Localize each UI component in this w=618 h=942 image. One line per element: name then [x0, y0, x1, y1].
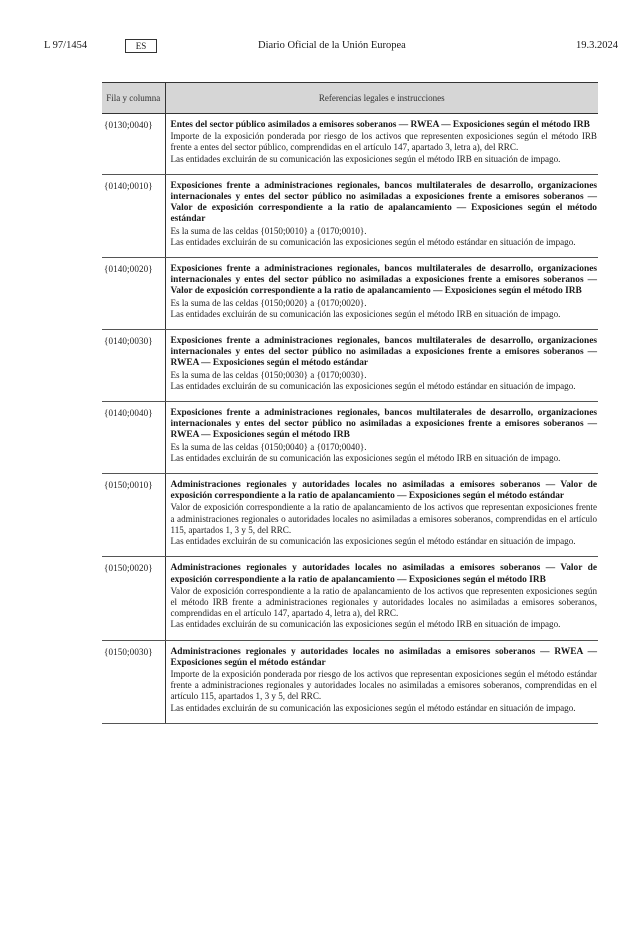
- row-column-code: {0140;0040}: [102, 402, 165, 474]
- instruction-paragraph: Las entidades excluirán de su comunicación las exposiciones según el método estándar en situación de impago.: [170, 702, 576, 713]
- page-reference: L 97/1454: [44, 40, 88, 51]
- instruction-paragraph: Es la suma de las celdas {0150;0010} a {0170;0010}.: [170, 225, 367, 236]
- table-header-row: [102, 83, 598, 114]
- item-title: Entes del sector público asimilados a emisores soberanos — RWEA — Exposiciones según el método IRB: [170, 120, 590, 130]
- journal-title: Diario Oficial de la Unión Europea: [258, 40, 406, 51]
- row-column-code: {0150;0020}: [102, 557, 165, 640]
- item-title: Administraciones regionales y autoridades locales no asimiladas a emisores soberanos — Valor de exposición correspondiente a la ratio de apalancamiento — Exposiciones según el método estándar: [170, 480, 597, 502]
- table-row: [102, 258, 598, 330]
- instruction-paragraph: Importe de la exposición ponderada por riesgo de los activos que representan exposiciones según el método estándar frente a administraciones regionales y autoridades locales no asimiladas a emisores soberanos, comprendidas en el artículo 115, apartados 1, 3 y 5, del RRC.: [170, 668, 597, 702]
- instruction-cell: [165, 258, 598, 330]
- column-header-references: Referencias legales e instrucciones: [165, 83, 598, 114]
- instruction-cell: [165, 174, 598, 257]
- instruction-cell: [165, 402, 598, 474]
- instruction-paragraph: Las entidades excluirán de su comunicación las exposiciones según el método estándar en situación de impago.: [170, 236, 576, 247]
- instruction-paragraph: Es la suma de las celdas {0150;0040} a {0170;0040}.: [170, 441, 367, 452]
- instruction-paragraph: Las entidades excluirán de su comunicación las exposiciones según el método IRB en situación de impago.: [170, 308, 561, 319]
- instruction-paragraph: Valor de exposición correspondiente a la ratio de apalancamiento de los activos que representan exposiciones frente a administraciones regionales o autoridades locales no asimiladas a emisores soberanos, comprendidas en el artículo 115, apartados 1, 3 y 5, del RRC.: [170, 502, 597, 535]
- instruction-paragraph: Las entidades excluirán de su comunicación las exposiciones según el método estándar en situación de impago.: [170, 380, 576, 391]
- instructions-table: [102, 82, 598, 724]
- table-row: [102, 114, 598, 175]
- instruction-cell: [165, 114, 598, 175]
- table-row: [102, 640, 598, 723]
- table-row: [102, 174, 598, 257]
- instruction-paragraph: Las entidades excluirán de su comunicación las exposiciones según el método IRB en situación de impago.: [170, 153, 561, 164]
- language-badge: ES: [125, 39, 157, 53]
- instruction-paragraph: Las entidades excluirán de su comunicación las exposiciones según el método estándar en situación de impago.: [170, 536, 576, 547]
- row-column-code: {0140;0030}: [102, 330, 165, 402]
- instruction-paragraph: Es la suma de las celdas {0150;0030} a {0170;0030}.: [170, 369, 367, 380]
- instruction-paragraph: Las entidades excluirán de su comunicación las exposiciones según el método IRB en situación de impago.: [170, 619, 561, 630]
- item-title: Exposiciones frente a administraciones regionales, bancos multilaterales de desarrollo, organizaciones internacionales y entes del sector público no asimiladas a exposiciones frente a emisores soberanos — RWEA — Exposiciones según el método estándar: [170, 336, 597, 369]
- table-row: [102, 474, 598, 557]
- item-title: Administraciones regionales y autoridades locales no asimiladas a emisores soberanos — RWEA — Exposiciones según el método estándar: [170, 646, 597, 668]
- instruction-paragraph: Las entidades excluirán de su comunicación las exposiciones según el método IRB en situación de impago.: [170, 452, 561, 463]
- table-row: [102, 402, 598, 474]
- instruction-cell: [165, 330, 598, 402]
- row-column-code: {0130;0040}: [102, 114, 165, 175]
- instruction-cell: [165, 557, 598, 640]
- table-row: [102, 330, 598, 402]
- instruction-paragraph: Valor de exposición correspondiente a la ratio de apalancamiento de los activos que representen exposiciones según el método IRB frente a administraciones regionales y autoridades locales no asimiladas a emisores soberanos, comprendidas en el artículo 147, apartado 4, letra a), del RRC.: [170, 585, 597, 619]
- instruction-paragraph: Importe de la exposición ponderada por riesgo de los activos que representen exposiciones según el método IRB frente a entes del sector público, comprendidas en el artículo 147, apartado 3, letra a), del RRC.: [170, 131, 597, 153]
- item-title: Exposiciones frente a administraciones regionales, bancos multilaterales de desarrollo, organizaciones internacionales y entes del sector público no asimiladas a exposiciones frente a emisores soberanos — RWEA — Exposiciones según el método IRB: [170, 408, 597, 441]
- item-title: Exposiciones frente a administraciones regionales, bancos multilaterales de desarrollo, organizaciones internacionales y entes del sector público no asimiladas a exposiciones frente a emisores soberanos — Valor de exposición correspondiente a la ratio de apalancamiento — Exposiciones según el método estándar: [170, 180, 597, 225]
- row-column-code: {0150;0030}: [102, 640, 165, 723]
- row-column-code: {0140;0010}: [102, 174, 165, 257]
- table-row: [102, 557, 598, 640]
- page-header: [0, 38, 618, 54]
- instruction-cell: [165, 640, 598, 723]
- row-column-code: {0150;0010}: [102, 474, 165, 557]
- column-header-row-col: Fila y columna: [102, 83, 165, 114]
- item-title: Administraciones regionales y autoridades locales no asimiladas a emisores soberanos — Valor de exposición correspondiente a la ratio de apalancamiento — Exposiciones según el método IRB: [170, 563, 597, 585]
- instruction-cell: [165, 474, 598, 557]
- item-title: Exposiciones frente a administraciones regionales, bancos multilaterales de desarrollo, organizaciones internacionales y entes del sector público no asimiladas a exposiciones frente a emisores soberanos — Valor de exposición correspondiente a la ratio de apalancamiento — Exposiciones según el método IRB: [170, 264, 597, 297]
- row-column-code: {0140;0020}: [102, 258, 165, 330]
- publication-date: 19.3.2024: [576, 40, 618, 51]
- instruction-paragraph: Es la suma de las celdas {0150;0020} a {0170;0020}.: [170, 297, 367, 308]
